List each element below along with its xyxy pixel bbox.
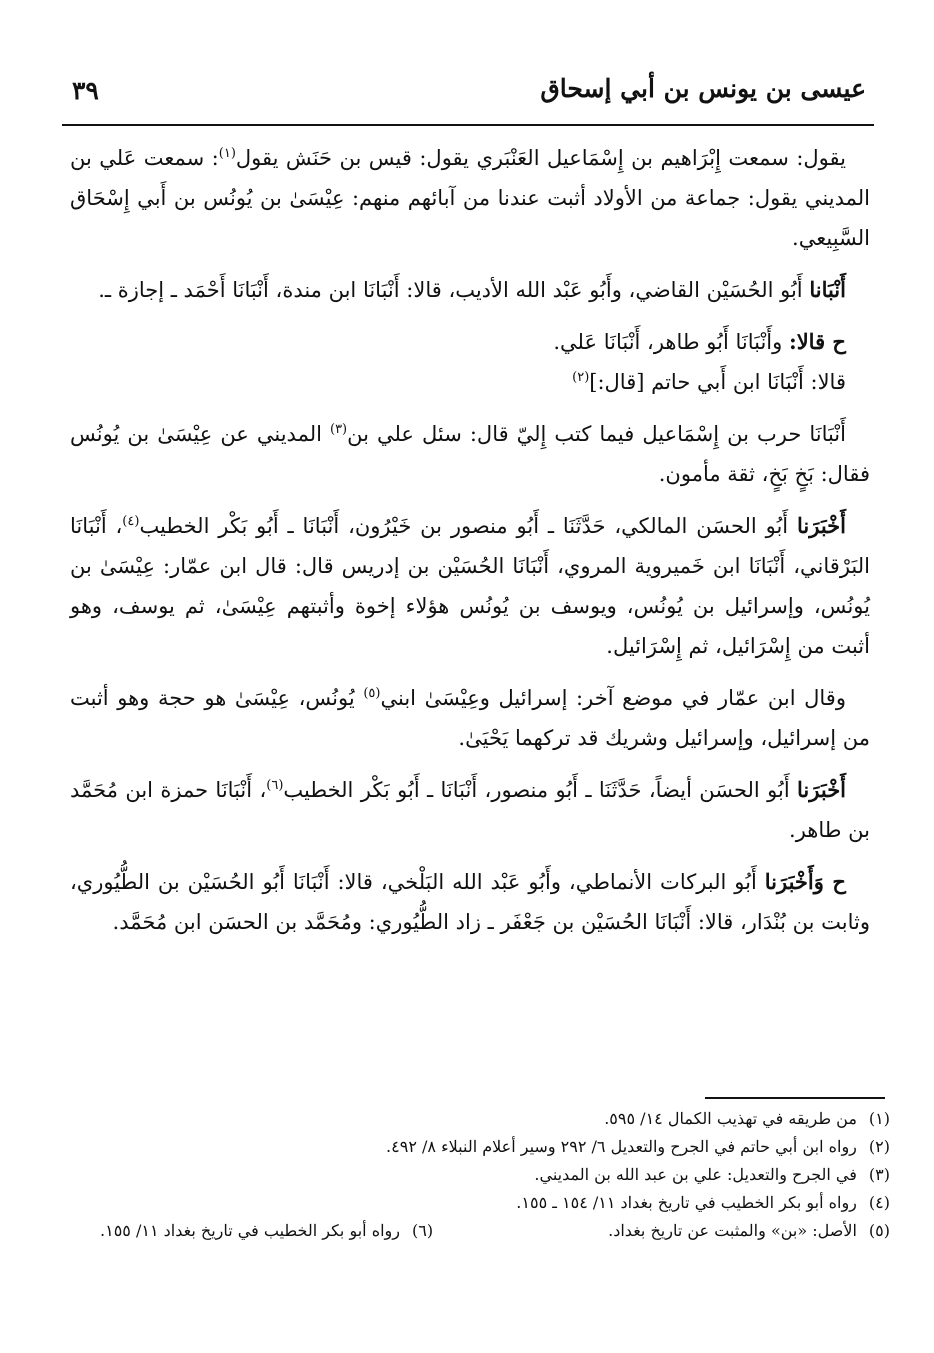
paragraph-lead: ح قالا: <box>788 329 846 354</box>
footnote <box>100 1133 890 1161</box>
footnote-text: رواه ابن أبي حاتم في الجرح والتعديل ٦/ ٢٩٢ وسير أعلام النبلاء ٨/ ٤٩٢. <box>386 1137 857 1156</box>
page-number: ٣٩ <box>72 76 99 105</box>
paragraph: أَنْبَانَا حرب بن إِسْمَاعيل فيما كتب إِليّ قال: سئل علي بن$^{(٣)}$ المديني عن عِيْسَىٰ بن يُونُس فقال: بَخٍ بَخٍ، ثقة مأمون. <box>70 422 870 486</box>
main-text <box>70 138 870 954</box>
footnote-ref[interactable]: (٦) <box>266 778 284 793</box>
footnote <box>100 1189 890 1217</box>
paragraph: ح وَأَخْبَرَنا أَبُو البركات الأنماطي، وأَبُو عَبْد الله البَلْخي، قالا: أَنْبَانَا أَبُو الحُسَيْن بن الطُّيُوري، وثابت بن بُنْدَار، قالا: أَنْبَانَا الحُسَيْن بن جَعْفَر ـ زاد الطُّيُوري: ومُحَمَّد بن الحسَن ابن مُحَمَّد. <box>70 869 870 934</box>
footnote-number: (٢) <box>868 1137 890 1156</box>
footnote <box>100 1105 890 1133</box>
paragraph: وقال ابن عمّار في موضع آخر: إسرائيل وعِيْسَىٰ ابني$^{(٥)}$ يُونُس، عِيْسَىٰ هو حجة وهو أثبت من إسرائيل، وإسرائيل وشريك قد تركهما يَحْيَىٰ. <box>70 686 870 750</box>
paragraph-lead: ح وَأَخْبَرَنا <box>764 869 846 894</box>
footnote <box>100 1161 890 1189</box>
paragraph: أَخْبَرَنا أَبُو الحسَن المالكي، حَدَّثَنَا ـ أَبُو منصور بن خَيْرُون، أَنْبَانَا ـ أَبُو بَكْر الخطيب$^{(٤)}$، أَنْبَانَا البَرْقاني، أَنْبَانَا ابن خَميروية المروي، أَنْبَانَا الحُسَيْن بن إدريس قال: قال ابن عمّار: عِيْسَىٰ بن يُونُس، وإسرائيل بن يُونُس، ويوسف بن يُونُس هؤلاء إخوة وأثبتهم عِيْسَىٰ، ثم يوسف، وهو أثبت من إِسْرَائيل، ثم إِسْرَائيل. <box>70 513 870 658</box>
paragraph: أَنْبَانا أَبُو الحُسَيْن القاضي، وأَبُو عَبْد الله الأديب، قالا: أَنْبَانَا ابن مندة، أَنْبَانَا أَحْمَد ـ إجازة ـ. <box>98 277 846 302</box>
footnote-number: (٥) <box>868 1221 890 1240</box>
footnote-ref[interactable]: (٥) <box>363 686 381 701</box>
footnote-row <box>100 1217 890 1245</box>
paragraph-lead: أَخْبَرَنا <box>797 513 846 538</box>
footnote-text: من طريقه في تهذيب الكمال ١٤/ ٥٩٥. <box>604 1109 857 1128</box>
footnote-ref[interactable]: (٣) <box>329 422 348 437</box>
footnote-number: (٣) <box>868 1165 890 1184</box>
footnote-number: (٤) <box>868 1193 890 1212</box>
footnote-ref[interactable]: (٢) <box>572 370 590 385</box>
running-title: عيسى بن يونس بن أبي إسحاق <box>540 74 866 103</box>
footnote-text: رواه أبو بكر الخطيب في تاريخ بغداد ١١/ ١٥٤ ـ ١٥٥. <box>516 1193 857 1212</box>
footnote-number: (١) <box>868 1109 890 1128</box>
paragraph-lead: أَنْبَانا <box>809 277 846 302</box>
footnote-text: رواه أبو بكر الخطيب في تاريخ بغداد ١١/ ١٥٥. <box>100 1221 400 1240</box>
paragraph: ح قالا: وأَنْبَانَا أَبُو طاهر، أَنْبَانَا عَلي. <box>553 329 846 354</box>
footnote <box>608 1217 890 1245</box>
footnote-rule <box>705 1097 885 1099</box>
footnote-text: الأصل: «بن» والمثبت عن تاريخ بغداد. <box>608 1221 857 1240</box>
footnote-ref[interactable]: (٤) <box>122 514 140 529</box>
footnote-number: (٦) <box>411 1221 434 1240</box>
paragraph: أَخْبَرَنا أَبُو الحسَن أيضاً، حَدَّثَنَا ـ أَبُو منصور، أَنْبَانَا ـ أَبُو بَكْر الخطيب$^{(٦)}$، أَنْبَانَا حمزة ابن مُحَمَّد بن طاهر. <box>70 777 870 842</box>
header-rule <box>62 124 874 126</box>
paragraph: يقول: سمعت إِبْرَاهيم بن إِسْمَاعيل العَنْبَري يقول: قيس بن حَنَش يقول$^{(١)}$: سمعت عَلي بن المديني يقول: جماعة من الأولاد أثبت عندنا من آبائهم منهم: عِيْسَىٰ بن يُونُس بن أَبي إِسْحَاق السَّبِيعي. <box>70 146 870 250</box>
page-header <box>62 72 872 116</box>
paragraph: قالا: أَنْبَانَا ابن أَبي حاتم [قال:]$^{(٢)}$ <box>572 370 846 394</box>
footnotes <box>100 1105 890 1245</box>
footnote <box>100 1217 433 1245</box>
paragraph-lead: أَخْبَرَنا <box>797 777 847 802</box>
footnote-ref[interactable]: (١) <box>218 146 236 161</box>
footnote-text: في الجرح والتعديل: علي بن عبد الله بن المديني. <box>534 1165 857 1184</box>
